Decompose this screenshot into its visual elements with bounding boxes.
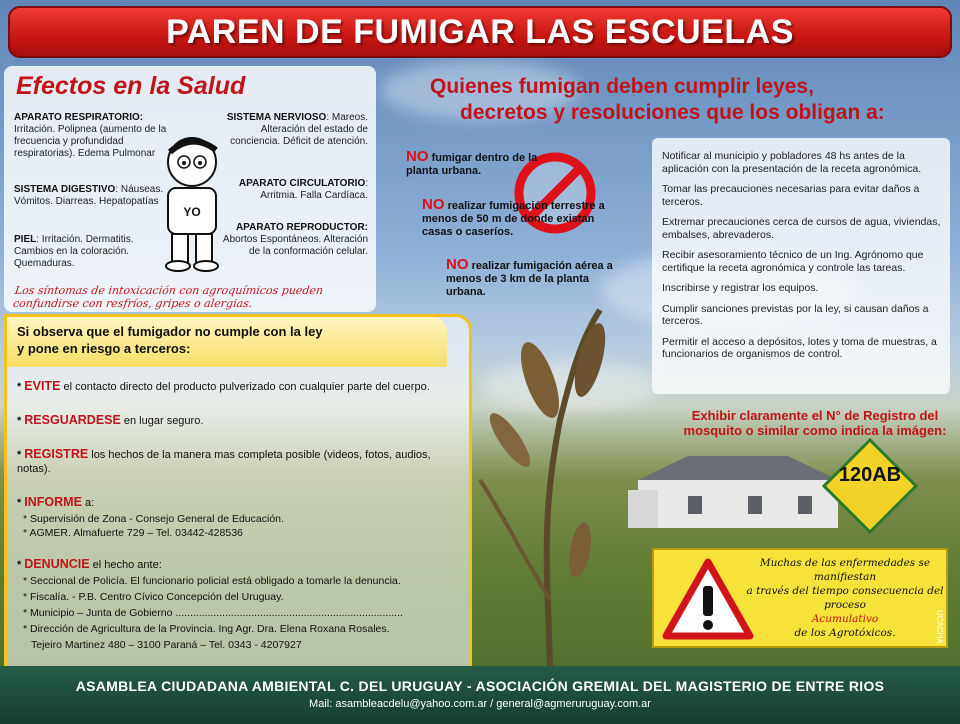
warning-text	[746, 556, 944, 640]
no-label: NO	[406, 148, 429, 165]
no-rule-terrestrial	[422, 198, 622, 239]
health-effects-panel	[4, 66, 376, 312]
obligation-item: Inscribirse y registrar los equipos.	[662, 282, 819, 294]
observe-panel	[4, 314, 472, 670]
skin-effects	[14, 234, 154, 270]
action-keyword: INFORME	[24, 495, 82, 509]
action-text: los hechos de la manera mas completa posible (videos, fotos, audios, notas).	[17, 449, 431, 475]
footer-organizations: ASAMBLEA CIUDADANA AMBIENTAL C. DEL URUGUAY - ASOCIACIÓN GREMIAL DEL MAGISTERIO DE ENTRE RIOS	[75, 678, 885, 694]
health-effects-title: Efectos en la Salud	[16, 72, 246, 100]
page-title: PAREN DE FUMIGAR LAS ESCUELAS	[166, 12, 794, 51]
registration-notice: Exhibir claramente el N° de Registro del mosquito o similar como indica la imágen:	[683, 408, 947, 438]
observe-header-line2: y pone en riesgo a terceros:	[17, 341, 191, 356]
informe-item: * Supervisión de Zona - Consejo General de Educación.	[23, 513, 284, 525]
denuncie-item: * Seccional de Policía. El funcionario policial está obligado a tomarle la denuncia.	[23, 575, 401, 587]
warning-line4: de los Agrotóxicos.	[794, 627, 896, 639]
obligation-item: Notificar al municipio y pobladores 48 hs antes de la aplicación con la presentación de la receta agronómica.	[662, 150, 922, 175]
informe-item: * AGMER. Almafuerte 729 – Tel. 03442-428536	[23, 527, 243, 539]
obligation-item: Permitir el acceso a depósitos, lotes y toma de muestras, a funcionarios de organismos de control.	[662, 335, 937, 360]
kid-shirt-label: YO	[183, 205, 201, 219]
action-registre: * REGISTRE los hechos de la manera mas completa posible (videos, fotos, audios, notas).	[17, 447, 431, 475]
obligation-item: Recibir asesoramiento técnico de un Ing. Agrónomo que certifique la receta agronómica y controle las tareas.	[662, 249, 924, 274]
denuncie-item: * Fiscalía. - P.B. Centro Cívico Concepción del Uruguay.	[23, 591, 284, 603]
warning-triangle-icon	[662, 558, 754, 640]
warning-box	[652, 548, 948, 648]
no-rule-text: realizar fumigación aérea a menos de 3 km de la planta urbana.	[446, 260, 613, 298]
credit-mark: UCACHA	[935, 610, 944, 644]
action-keyword: REGISTRE	[24, 447, 89, 461]
health-symptoms-note: Los síntomas de intoxicación con agroquímicos pueden confundirse con resfríos, gripes o alergias.	[12, 284, 324, 310]
obligations-list	[652, 138, 950, 394]
action-keyword: RESGUARDESE	[24, 413, 121, 427]
nervous-effects	[218, 112, 368, 148]
laws-title	[430, 74, 930, 126]
action-text: el contacto directo del producto pulverizado con cualquier parte del cuerpo.	[60, 381, 430, 393]
footer	[0, 666, 960, 724]
laws-title-line2: decretos y resoluciones que los obligan a:	[460, 101, 885, 124]
obligation-item: Cumplir sanciones previstas por la ley, si causan daños a terceros.	[662, 302, 929, 327]
no-rule-aerial	[446, 258, 630, 299]
no-label: NO	[422, 196, 445, 213]
skin-label: PIEL	[14, 234, 37, 245]
action-text: en lugar seguro.	[120, 415, 204, 427]
action-informe: * INFORME a:	[17, 495, 95, 509]
action-evite: * EVITE el contacto directo del producto pulverizado con cualquier parte del cuerpo.	[17, 379, 430, 393]
reproductive-effects	[218, 222, 368, 258]
action-text: el hecho ante:	[89, 559, 162, 571]
digestive-text: : Náuseas. Vómitos. Diarreas. Hepatopatías	[14, 184, 164, 207]
denuncie-item: * Municipio – Junta de Gobierno ..............................................................................	[23, 607, 403, 619]
observe-header-line1: Si observa que el fumigador no cumple con la ley	[17, 324, 323, 339]
digestive-label: SISTEMA DIGESTIVO	[14, 184, 116, 195]
warning-line2: a través del tiempo consecuencia del proceso	[746, 585, 944, 611]
action-resguardese: * RESGUARDESE en lugar seguro.	[17, 413, 204, 427]
no-label: NO	[446, 256, 469, 273]
denuncie-item: * Dirección de Agricultura de la Provincia. Ing Agr. Dra. Elena Roxana Rosales.	[23, 623, 390, 635]
denuncie-address: Tejeiro Martinez 480 – 3100 Paraná – Tel. 0343 - 4207927	[31, 639, 302, 651]
reproductive-label: APARATO REPRODUCTOR:	[235, 222, 368, 233]
obligation-item: Tomar las precauciones necesarias para evitar daños a terceros.	[662, 183, 920, 208]
circulatory-effects	[218, 178, 368, 202]
respiratory-label: APARATO RESPIRATORIO:	[14, 112, 144, 123]
footer-mail: Mail: asambleacdelu@yahoo.com.ar / general@agmeruruguay.com.ar	[309, 698, 651, 710]
observe-header	[7, 317, 447, 367]
reproductive-text: Abortos Espontáneos. Alteración de la conformación celular.	[222, 234, 368, 257]
action-text: a:	[81, 497, 95, 509]
respiratory-effects	[14, 112, 174, 160]
action-keyword: EVITE	[24, 379, 61, 393]
registration-plate-number: 120AB	[838, 464, 902, 486]
action-keyword: DENUNCIE	[24, 557, 90, 571]
nervous-label: SISTEMA NERVIOSO	[226, 112, 327, 123]
warning-line3: Acumulativo	[811, 613, 879, 625]
child-cartoon-icon	[154, 132, 234, 272]
title-banner	[8, 6, 952, 58]
action-denuncie: * DENUNCIE el hecho ante:	[17, 557, 162, 571]
digestive-effects	[14, 184, 164, 208]
no-rule-urban	[406, 150, 566, 178]
circulatory-text: : Arritmia. Falla Cardíaca.	[260, 178, 368, 201]
respiratory-text: Irritación. Polipnea (aumento de la frecuencia y profundidad respiratorias). Edema Pulmonar	[14, 124, 167, 159]
obligation-item: Extremar precauciones cerca de cursos de agua, viviendas, embalses, abrevaderos.	[662, 216, 941, 241]
nervous-text: : Mareos. Alteración del estado de conciencia. Déficit de atención.	[230, 112, 368, 147]
skin-text: : Irritación. Dermatitis. Cambios en la coloración. Quemaduras.	[14, 234, 134, 269]
laws-title-line1: Quienes fumigan deben cumplir leyes,	[430, 75, 814, 98]
no-rule-text: realizar fumigación terrestre a menos de 50 m de donde existan casas o caseríos.	[422, 200, 605, 238]
warning-line1: Muchas de las enfermedades se manifiestan	[759, 557, 931, 583]
no-rule-text: fumigar dentro de la planta urbana.	[406, 152, 538, 177]
circulatory-label: APARATO CIRCULATORIO	[238, 178, 366, 189]
